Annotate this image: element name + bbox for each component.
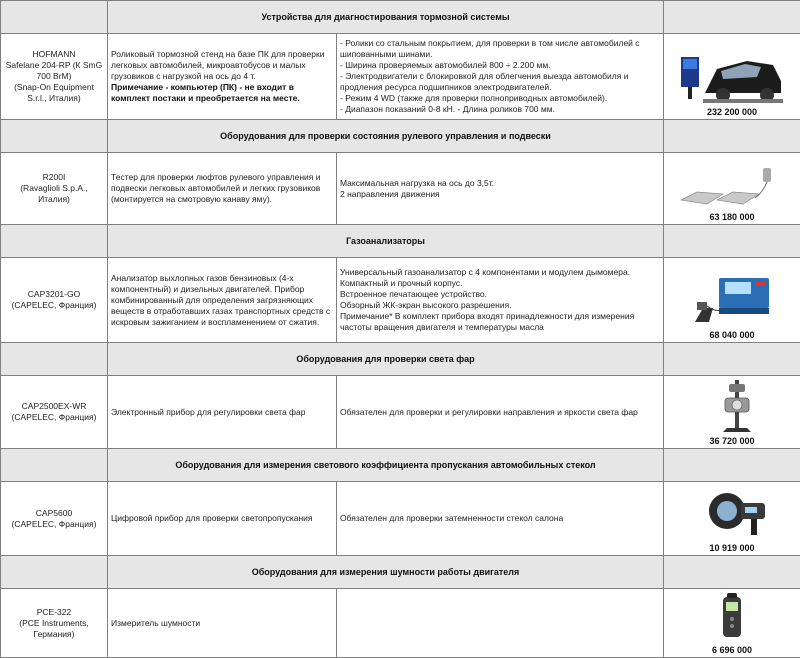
- model-line: R200I: [4, 172, 104, 183]
- spec-line: - Режим 4 WD (также для проверки полноприводных автомобилей).: [340, 93, 660, 104]
- product-cell: [664, 589, 800, 658]
- product-cell: [664, 482, 800, 556]
- table-row: [1, 34, 800, 120]
- section-title: Оборудования для проверки состояния рулевого управления и подвески: [108, 120, 664, 153]
- spec-line: Универсальный газоанализатор с 4 компонентами и модулем дымомера.: [340, 267, 660, 278]
- model-cell: [1, 482, 108, 556]
- spec-line: Примечание* В комплект прибора входят принадлежности для измерения частоты вращения двигателя и температуры масла: [340, 311, 660, 333]
- section-header: [1, 1, 800, 34]
- section-header-gap: [1, 449, 108, 482]
- price: 10 919 000: [666, 543, 798, 554]
- model-cell: [1, 376, 108, 449]
- product-cell: [664, 376, 800, 449]
- section-title: Оборудования для измерения шумности работы двигателя: [108, 556, 664, 589]
- description-cell: [108, 258, 337, 343]
- table-row: [1, 376, 800, 449]
- section-header-gap: [1, 1, 108, 34]
- model-cell: [1, 153, 108, 225]
- description-cell: [108, 589, 337, 658]
- table-row: [1, 258, 800, 343]
- section-header-gap: [1, 225, 108, 258]
- model-line: (CAPELEC, Франция): [4, 300, 104, 311]
- price: 68 040 000: [666, 330, 798, 341]
- model-line: CAP2500EX-WR: [4, 401, 104, 412]
- model-line: CAP5600: [4, 508, 104, 519]
- spec-line: 2 направления движения: [340, 189, 660, 200]
- spec-line: - Ширина проверяемых автомобилей 800 ÷ 2.200 мм.: [340, 60, 660, 71]
- description-cell: [108, 376, 337, 449]
- brake-tester-car-icon: [677, 47, 787, 105]
- spec-line: - Ролики со стальным покрытием, для проверки в том числе автомобилей с шипованными шинами.: [340, 38, 660, 60]
- price: 6 696 000: [666, 645, 798, 656]
- description-text: Измеритель шумности: [111, 618, 200, 628]
- section-title: Оборудования для проверки света фар: [108, 343, 664, 376]
- table-row: [1, 153, 800, 225]
- section-header: [1, 225, 800, 258]
- section-header-gap: [1, 343, 108, 376]
- spec-line: Компактный и прочный корпус.: [340, 278, 660, 289]
- section-header: [1, 343, 800, 376]
- spec-line: Обзорный ЖК-экран высокого разрешения.: [340, 300, 660, 311]
- price: 232 200 000: [666, 107, 798, 118]
- model-line: Германия): [4, 629, 104, 640]
- section-header-gap: [1, 120, 108, 153]
- model-line: S.r.l., Италия): [4, 93, 104, 104]
- product-cell: [664, 153, 800, 225]
- description-cell: [108, 34, 337, 120]
- section-header: [1, 556, 800, 589]
- description-text: Цифровой прибор для проверки светопропускания: [111, 513, 313, 523]
- product-cell: [664, 258, 800, 343]
- model-line: (Ravaglioli S.p.A.,: [4, 183, 104, 194]
- model-cell: [1, 258, 108, 343]
- specs-cell: [337, 34, 664, 120]
- section-title: Газоанализаторы: [108, 225, 664, 258]
- table-row: [1, 589, 800, 658]
- play-detector-plates-icon: [677, 164, 787, 210]
- section-header-gap: [664, 1, 800, 34]
- section-header-gap: [664, 120, 800, 153]
- section-header: [1, 120, 800, 153]
- description-cell: [108, 153, 337, 225]
- specs-cell: [337, 258, 664, 343]
- sound-level-meter-icon: [677, 593, 787, 643]
- description-note: Примечание - компьютер (ПК) - не входит в комплект постаки и преобретается на месте.: [111, 82, 333, 104]
- product-cell: [664, 34, 800, 120]
- description-text: Электронный прибор для регулировки света фар: [111, 407, 306, 417]
- section-title: Оборудования для измерения светового коэффициента пропускания автомобильных стекол: [108, 449, 664, 482]
- spec-line: - Электродвигатели с блокировкой для облегчения выезда автомобиля и продления ресурса подшипников электродвигателей.: [340, 71, 660, 93]
- gas-analyzer-icon: [677, 272, 787, 328]
- model-line: Safelane 204-RP (К SmG: [4, 60, 104, 71]
- section-header-gap: [1, 556, 108, 589]
- price: 36 720 000: [666, 436, 798, 447]
- section-header-gap: [664, 556, 800, 589]
- model-line: CAP3201-GO: [4, 289, 104, 300]
- spec-line: Встроенное печатающее устройство.: [340, 289, 660, 300]
- specs-cell: [337, 589, 664, 658]
- specs-cell: [337, 153, 664, 225]
- model-line: Италия): [4, 194, 104, 205]
- model-cell: [1, 34, 108, 120]
- tint-meter-icon: [677, 485, 787, 541]
- model-line: (Snap-On Equipment: [4, 82, 104, 93]
- description-cell: [108, 482, 337, 556]
- description-text: Роликовый тормозной стенд на базе ПК для проверки легковых автомобилей, микроавтобусов и малых грузовиков с нагрузкой на ось до 4 т.: [111, 49, 324, 81]
- specs-cell: [337, 482, 664, 556]
- section-header-gap: [664, 343, 800, 376]
- table-row: [1, 482, 800, 556]
- model-line: 700 BrM): [4, 71, 104, 82]
- description-text: Тестер для проверки люфтов рулевого управления и подвески легковых автомобилей и легких грузовиков (монтируется на смотровую канаву яму).: [111, 172, 321, 204]
- model-line: PCE-322: [4, 607, 104, 618]
- model-line: (CAPELEC, Франция): [4, 412, 104, 423]
- spec-line: Обязателен для проверки и регулировки направления и яркости света фар: [340, 407, 660, 418]
- section-header-gap: [664, 225, 800, 258]
- section-title: Устройства для диагностирования тормозной системы: [108, 1, 664, 34]
- model-line: (PCE Instruments,: [4, 618, 104, 629]
- model-line: HOFMANN: [4, 49, 104, 60]
- headlight-tester-icon: [677, 378, 787, 434]
- price: 63 180 000: [666, 212, 798, 223]
- specs-cell: [337, 376, 664, 449]
- spec-line: Максимальная нагрузка на ось до 3,5т.: [340, 178, 660, 189]
- description-text: Анализатор выхлопных газов бензиновых (4-х компонентный) и дизельных двигателей. Прибор комбинированный для определения загрязняющих веществ в отработавших газах транспортных средств с искровым зажиганием и воспламенением от сжатия.: [111, 273, 330, 327]
- model-cell: [1, 589, 108, 658]
- section-header: [1, 449, 800, 482]
- spec-line: Обязателен для проверки затемненности стекол салона: [340, 513, 660, 524]
- section-header-gap: [664, 449, 800, 482]
- model-line: (CAPELEC, Франция): [4, 519, 104, 530]
- spec-line: - Диапазон показаний 0-8 кН. - Длина роликов 700 мм.: [340, 104, 660, 115]
